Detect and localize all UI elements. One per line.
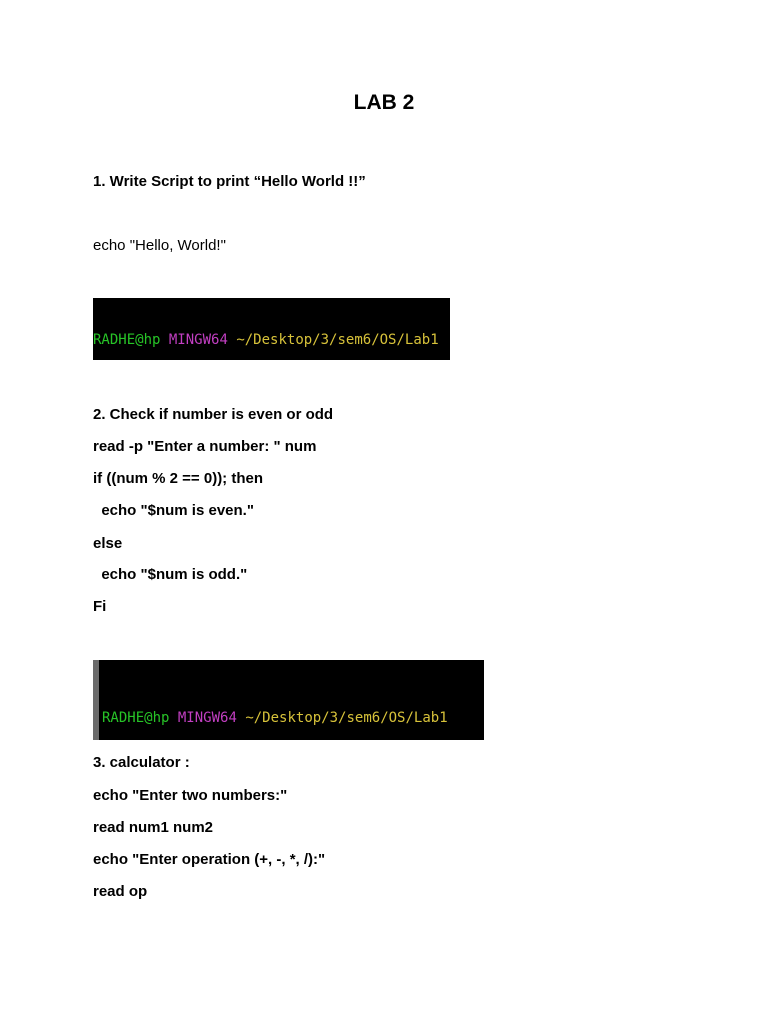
q3-code-line: read num1 num2 bbox=[93, 819, 214, 836]
prompt-path: ~/Desktop/3/sem6/OS/Lab1 bbox=[236, 332, 439, 348]
q2-code-line: read -p "Enter a number: " num bbox=[93, 438, 317, 455]
terminal-prompt-line bbox=[102, 710, 484, 726]
q3-code-line: read op bbox=[93, 883, 148, 900]
terminal-screenshot-2 bbox=[93, 660, 484, 740]
q2-heading: 2. Check if number is even or odd bbox=[93, 406, 334, 423]
prompt-host: MINGW64 bbox=[177, 710, 237, 726]
q2-code-line: else bbox=[93, 535, 123, 552]
terminal-prompt-line bbox=[93, 332, 450, 348]
q2-code-line: echo "$num is even." bbox=[93, 502, 254, 519]
q3-code-line: echo "Enter operation (+, -, *, /):" bbox=[93, 851, 326, 868]
q3-heading: 3. calculator : bbox=[93, 754, 190, 771]
prompt-user: RADHE@hp bbox=[102, 710, 170, 726]
q1-heading: 1. Write Script to print “Hello World !!” bbox=[93, 173, 366, 190]
q2-code-line: if ((num % 2 == 0)); then bbox=[93, 470, 264, 487]
terminal-screenshot-1 bbox=[93, 298, 450, 360]
q2-code-line: echo "$num is odd." bbox=[93, 566, 248, 583]
prompt-host: MINGW64 bbox=[168, 332, 228, 348]
q1-code: echo "Hello, World!" bbox=[93, 237, 226, 254]
q2-code-line: Fi bbox=[93, 598, 107, 615]
page-title: LAB 2 bbox=[353, 91, 415, 114]
terminal-scrollbar-edge bbox=[93, 660, 99, 740]
prompt-path: ~/Desktop/3/sem6/OS/Lab1 bbox=[245, 710, 448, 726]
q3-code-line: echo "Enter two numbers:" bbox=[93, 787, 288, 804]
prompt-user: RADHE@hp bbox=[93, 332, 161, 348]
